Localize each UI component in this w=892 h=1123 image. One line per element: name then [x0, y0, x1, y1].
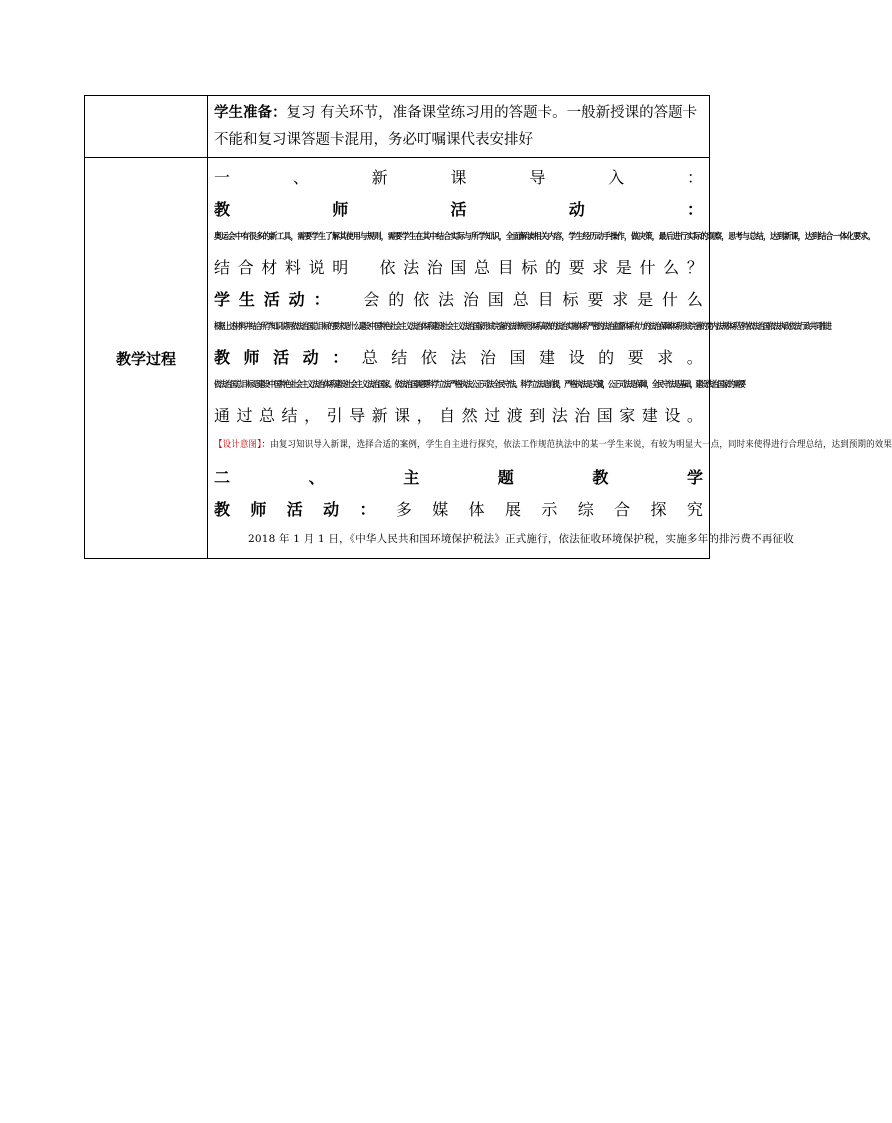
- spaced-char: 动: [302, 347, 319, 367]
- spaced-char: 探: [650, 499, 667, 519]
- teacher-summary-line: [214, 340, 703, 372]
- spaced-char: 动: [288, 289, 305, 309]
- teacher-activity-detail: 奥运会中有很多的新工具，需要学生了解其使用与规则，需要学生在其中结合实际与所学知识，全面解读相关内容，学生经历动手操作，做决策，最后进行实际的观察，思考与总结，达到新课，达到结合一体化要求。: [214, 232, 875, 242]
- student-prep-text: [208, 96, 709, 157]
- spaced-char: 国: [509, 347, 526, 367]
- spaced-char: 合: [614, 499, 631, 519]
- spaced-char: 的: [388, 289, 405, 309]
- intro-heading: [214, 160, 703, 192]
- spaced-char: 活: [450, 199, 467, 219]
- student-activity-detail: 根据上述材料并结合所学知识说明依法治国总目标的要求是什么建设中国特色社会主义法治体系建设社会主义法治国家形成完备的法律规范体系高效的法治实施体系严密的法治监督体系有力的法治保障体系形成完善的党内法规体系坚持依法治国依法执政依法行政共同推进: [214, 322, 831, 332]
- spaced-char: 总: [474, 257, 491, 277]
- student-prep-body: 复习 有关环节，准备课堂练习用的答题卡。一般新授课的答题卡不能和复习课答题卡混用，务必叮嘱课代表安排好: [214, 105, 698, 148]
- spaced-char: 教: [214, 499, 231, 519]
- spaced-char: 展: [505, 499, 522, 519]
- spaced-char: 法: [551, 405, 568, 425]
- spaced-char: 标: [562, 289, 579, 309]
- spaced-char: 活: [263, 289, 280, 309]
- spaced-char: 结: [214, 257, 231, 277]
- spaced-char: 教: [214, 347, 231, 367]
- spaced-char: ：: [359, 499, 376, 519]
- spaced-char: 多: [395, 499, 412, 519]
- spaced-char: 究: [686, 499, 703, 519]
- spaced-char: 媒: [432, 499, 449, 519]
- spaced-char: 目: [497, 257, 514, 277]
- spaced-char: 示: [541, 499, 558, 519]
- spaced-char: 国: [596, 405, 613, 425]
- spaced-char: 入: [608, 167, 625, 187]
- spaced-char: 总: [512, 289, 529, 309]
- spaced-char: ：: [686, 167, 703, 187]
- spaced-char: 生: [238, 289, 255, 309]
- spaced-char: 导: [529, 167, 546, 187]
- spaced-char: 活: [273, 347, 290, 367]
- spaced-char: 依: [420, 347, 437, 367]
- prep-row: [85, 96, 710, 158]
- spaced-char: 课: [394, 405, 411, 425]
- spaced-char: 学: [686, 467, 703, 487]
- design-intent-text: ：由复习知识导入新课，选择合适的案例，学生自主进行探究，依法工作规范执法中的某一学生来说，有较为明显大一点，同时来使得进行合理总结，达到预期的效果: [261, 439, 892, 450]
- spaced-char: 法: [403, 257, 420, 277]
- spaced-char: 求: [657, 347, 674, 367]
- spaced-char: 什: [639, 257, 656, 277]
- spaced-char: 题: [497, 467, 514, 487]
- spaced-char: 教: [592, 467, 609, 487]
- spaced-char: ，: [416, 405, 433, 425]
- spaced-char: 标: [521, 257, 538, 277]
- spaced-char: 师: [250, 499, 267, 519]
- spaced-char: 家: [619, 405, 636, 425]
- spaced-char: 自: [439, 405, 456, 425]
- prep-left-cell: [85, 96, 208, 158]
- spaced-char: 求: [612, 289, 629, 309]
- spaced-char: 国: [487, 289, 504, 309]
- spaced-char: [338, 287, 354, 310]
- teaching-process-label: 教学过程: [85, 158, 208, 559]
- spaced-char: 结: [281, 405, 298, 425]
- spaced-char: 综: [577, 499, 594, 519]
- spaced-char: ？: [686, 257, 703, 277]
- spaced-char: 是: [637, 289, 654, 309]
- spaced-char: 要: [627, 347, 644, 367]
- spaced-char: 总: [259, 405, 276, 425]
- spaced-char: 过: [236, 405, 253, 425]
- spaced-char: 活: [286, 499, 303, 519]
- spaced-char: 课: [450, 167, 467, 187]
- process-row: [85, 158, 710, 559]
- question-line: [214, 250, 703, 282]
- spaced-char: 什: [662, 289, 679, 309]
- theme-teaching-heading: [214, 460, 703, 492]
- spaced-char: 新: [371, 405, 388, 425]
- spaced-char: 动: [323, 499, 340, 519]
- spaced-char: 求: [592, 257, 609, 277]
- spaced-char: 结: [391, 347, 408, 367]
- spaced-char: 会: [363, 289, 380, 309]
- spaced-char: 渡: [506, 405, 523, 425]
- prep-cell: [208, 96, 710, 158]
- spaced-char: 目: [537, 289, 554, 309]
- spaced-char: 依: [379, 257, 396, 277]
- spaced-char: 么: [663, 257, 680, 277]
- spaced-char: 引: [326, 405, 343, 425]
- spaced-char: 体: [468, 499, 485, 519]
- teacher-summary-detail: 依法治国总目标是建设中国特色社会主义法治体系建设社会主义法治国家。依法治国需要科学立法严格执法公正司法全民守法。科学立法是前提，严格执法是关键，公正司法是保障，全民守法是基础，建设法治国家的需要: [214, 380, 745, 390]
- spaced-char: 料: [284, 257, 301, 277]
- transition-line: [214, 398, 703, 430]
- spaced-char: 要: [587, 289, 604, 309]
- spaced-char: 法: [438, 289, 455, 309]
- spaced-char: 师: [332, 199, 349, 219]
- spaced-char: 么: [686, 289, 703, 309]
- spaced-char: 建: [641, 405, 658, 425]
- spaced-char: 新: [371, 167, 388, 187]
- spaced-char: ：: [686, 199, 703, 219]
- spaced-char: 学: [214, 289, 231, 309]
- spaced-char: 二: [214, 467, 231, 487]
- spaced-char: 治: [462, 289, 479, 309]
- spaced-char: 设: [568, 347, 585, 367]
- spaced-char: 的: [598, 347, 615, 367]
- spaced-char: 治: [574, 405, 591, 425]
- spaced-char: 、: [292, 167, 309, 187]
- spaced-char: 、: [308, 467, 325, 487]
- spaced-char: 师: [243, 347, 260, 367]
- spaced-char: 过: [484, 405, 501, 425]
- spaced-char: 通: [214, 405, 231, 425]
- spaced-char: 教: [214, 199, 231, 219]
- spaced-char: 主: [403, 467, 420, 487]
- spaced-char: 动: [568, 199, 585, 219]
- spaced-char: 依: [413, 289, 430, 309]
- spaced-char: ：: [332, 347, 349, 367]
- student-prep-label: 学生准备：: [214, 105, 287, 121]
- design-intent-line: [214, 430, 892, 460]
- spaced-char: 是: [615, 257, 632, 277]
- teacher-activity-heading: [214, 192, 703, 224]
- spaced-char: 一: [214, 167, 231, 187]
- process-content: [208, 158, 892, 558]
- multimedia-line: [214, 492, 703, 524]
- process-cell: [208, 158, 892, 559]
- spaced-char: 然: [461, 405, 478, 425]
- spaced-char: 。: [686, 347, 703, 367]
- spaced-char: 的: [544, 257, 561, 277]
- news-material-line: 2018 年 1 月 1 日，《中华人民共和国环境保护税法》正式施行，依法征收环境保护税，实施多年的排污费不再征收: [248, 533, 794, 545]
- spaced-char: 法: [450, 347, 467, 367]
- spaced-char: ：: [313, 289, 330, 309]
- spaced-char: 到: [529, 405, 546, 425]
- spaced-char: 说: [308, 257, 325, 277]
- spaced-char: 设: [664, 405, 681, 425]
- spaced-char: 国: [450, 257, 467, 277]
- spaced-char: 。: [686, 405, 703, 425]
- spaced-char: 明: [332, 257, 349, 277]
- spaced-char: [356, 255, 372, 278]
- spaced-char: 治: [479, 347, 496, 367]
- design-intent-tag: 【设计意图】: [214, 439, 262, 450]
- spaced-char: 建: [539, 347, 556, 367]
- spaced-char: ，: [304, 405, 321, 425]
- student-activity-line: [214, 282, 703, 314]
- spaced-char: 合: [237, 257, 254, 277]
- spaced-char: 要: [568, 257, 585, 277]
- spaced-char: 材: [261, 257, 278, 277]
- spaced-char: 治: [426, 257, 443, 277]
- spaced-char: 导: [349, 405, 366, 425]
- lesson-plan-table: [84, 95, 892, 559]
- spaced-char: 总: [361, 347, 378, 367]
